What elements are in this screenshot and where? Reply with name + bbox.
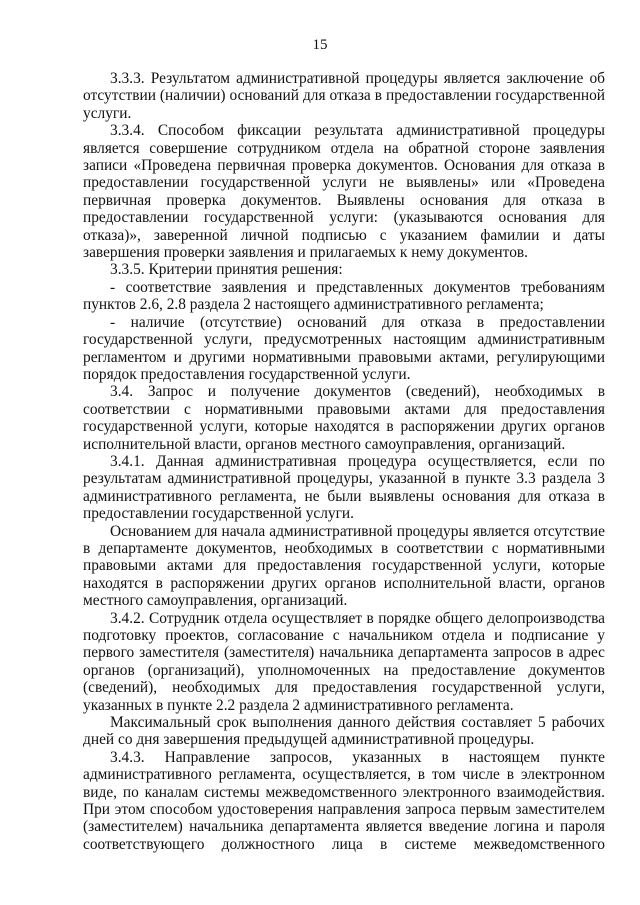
paragraph-3-3-3: 3.3.3. Результатом административной процедуры является заключение об отсутствии (наличии) оснований для отказа в предоставлении государственной услуги. — [83, 70, 605, 122]
paragraph-basis: Основанием для начала административной процедуры является отсутствие в департаменте документов, необходимых в соответствии с нормативными правовыми актами для предоставления государственной услуги, которые находятся в распоряжении других органов исполнительной власти, органов местного самоуправления, организаций. — [83, 522, 605, 610]
list-item-criterion-2: - наличие (отсутствие) оснований для отказа в предоставлении государственной услуги, предусмотренных настоящим административным регламентом и другими нормативными правовыми актами, регулирующими порядок предоставления государственной услуги. — [83, 313, 605, 383]
paragraph-max-term: Максимальный срок выполнения данного действия составляет 5 рабочих дней со дня завершения предыдущей административной процедуры. — [83, 714, 605, 749]
paragraph-3-4-1: 3.4.1. Данная административная процедура осуществляется, если по результатам административной процедуры, указанной в пункте 3.3 раздела 3 административного регламента, не были выявлены основания для отказа в предоставлении государственной услуги. — [83, 452, 605, 523]
paragraph-3-3-5: 3.3.5. Критерии принятия решения: — [110, 261, 343, 279]
paragraph-3-4-3: 3.4.3. Направление запросов, указанных в настоящем пункте административного регламента, осуществляется, в том числе в электронном виде, по каналам системы межведомственного электронного взаимодействия. При этом способом удостоверения направления запроса первым заместителем (заместителем) начальника департамента является введение логина и пароля соответствующего должностного лица в системе межведомственного — [83, 748, 605, 853]
paragraph-3-4-2: 3.4.2. Сотрудник отдела осуществляет в порядке общего делопроизводства подготовку проектов, согласование с начальником отдела и подписание у первого заместителя (заместителя) начальника департамента запросов в адрес органов (организаций), уполномоченных на предоставление документов (сведений), необходимых для предоставления государственной услуги, указанных в пункте 2.2 раздела 2 административного регламента. — [83, 609, 605, 714]
paragraph-3-4: 3.4. Запрос и получение документов (сведений), необходимых в соответствии с нормативными правовыми актами для предоставления государственной услуги, которые находятся в распоряжении других органов исполнительной власти, органов местного самоуправления, организаций. — [83, 383, 605, 453]
list-item-criterion-1: - соответствие заявления и представленных документов требованиям пунктов 2.6, 2.8 раздела 2 настоящего административного регламента; — [83, 278, 605, 314]
page-number: 15 — [312, 37, 328, 53]
paragraph-3-3-4: 3.3.4. Способом фиксации результата административной процедуры является совершение сотрудником отдела на обратной стороне заявления записи «Проведена первичная проверка документов. Основания для отказа в предоставлении государственной услуги не выявлены» или «Проведена первичная проверка документов. Выявлены основания для отказа в предоставлении государственной услуги: (указываются основания для отказа)», заверенной личной подписью с указанием фамилии и даты завершения проверки заявления и прилагаемых к нему документов. — [83, 122, 605, 262]
document-body — [83, 70, 605, 853]
